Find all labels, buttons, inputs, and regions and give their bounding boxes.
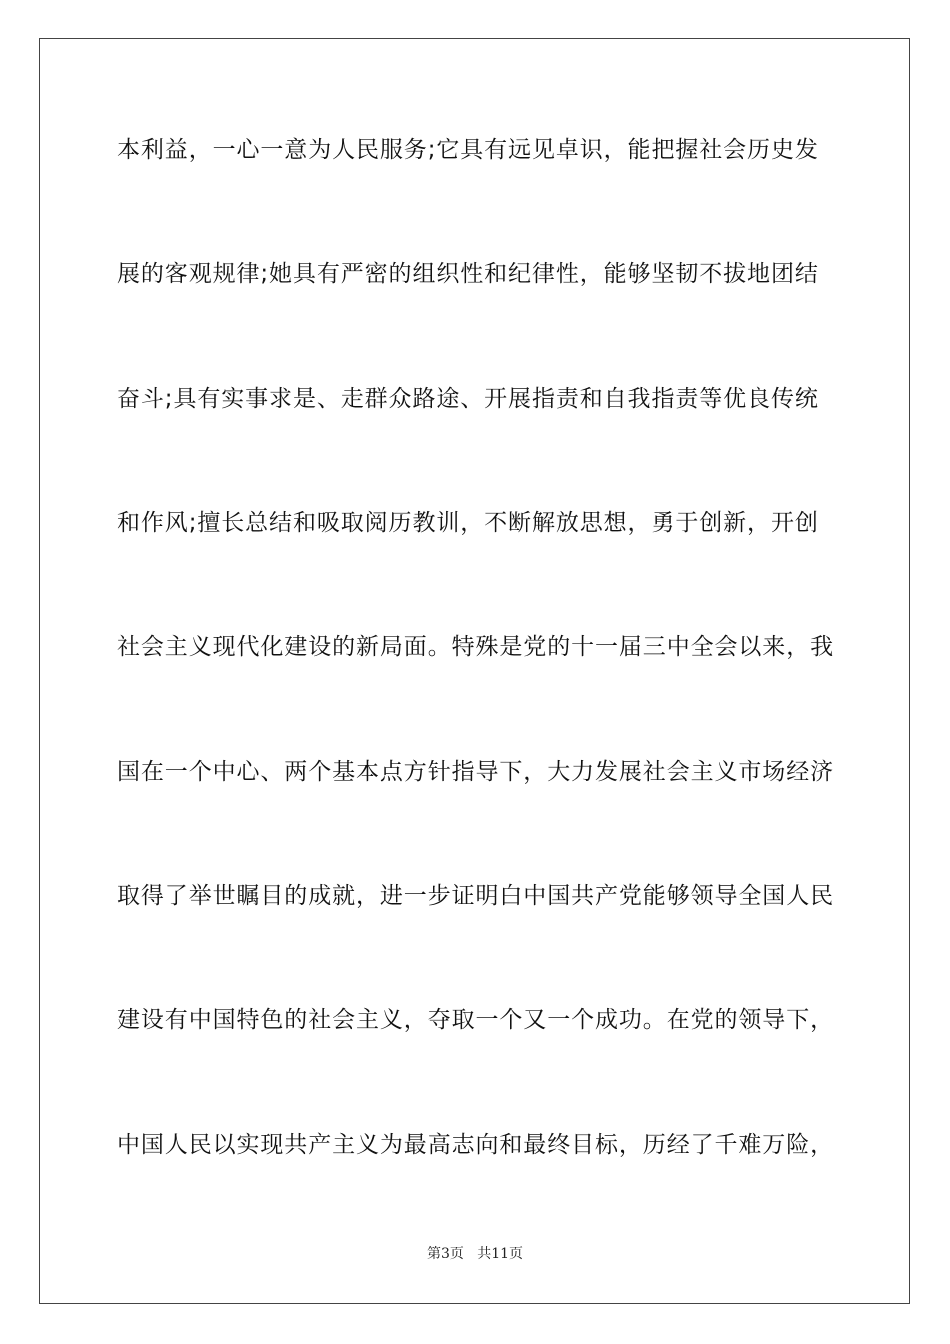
body-text-line: 中国人民以实现共产主义为最高志向和最终目标，历经了千难万险，: [117, 1132, 834, 1158]
body-text-line: 本利益，一心一意为人民服务;它具有远见卓识，能把握社会历史发: [117, 137, 819, 163]
page-number-footer: 第3页 共11页: [426, 1246, 524, 1262]
page-border: [39, 38, 910, 1304]
body-text-line: 和作风;擅长总结和吸取阅历教训，不断解放思想，勇于创新，开创: [117, 510, 819, 536]
body-text-line: 社会主义现代化建设的新局面。特殊是党的十一届三中全会以来，我: [117, 634, 834, 660]
body-text-line: 取得了举世瞩目的成就，进一步证明白中国共产党能够领导全国人民: [117, 883, 834, 909]
body-text-line: 奋斗;具有实事求是、走群众路途、开展指责和自我指责等优良传统: [117, 386, 819, 412]
body-text-line: 展的客观规律;她具有严密的组织性和纪律性，能够坚韧不拔地团结: [117, 261, 819, 287]
body-text-line: 建设有中国特色的社会主义，夺取一个又一个成功。在党的领导下，: [117, 1007, 834, 1033]
body-text-line: 国在一个中心、两个基本点方针指导下，大力发展社会主义市场经济: [117, 759, 834, 785]
